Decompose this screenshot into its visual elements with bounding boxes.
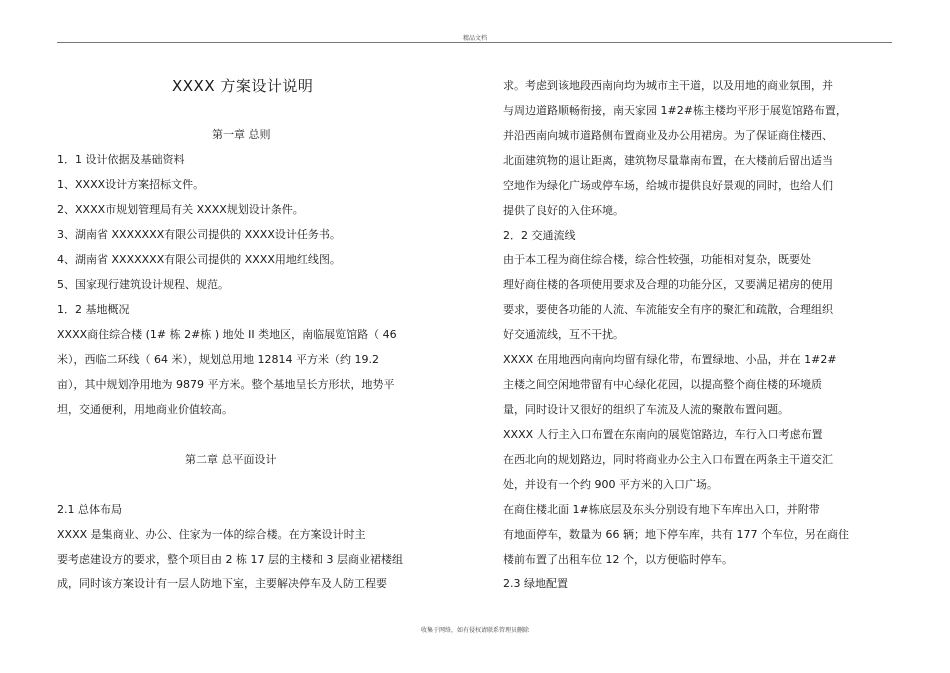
text-line: 北面建筑物的退让距离，建筑物尽量靠南布置，在大楼前后留出适当 — [503, 154, 833, 167]
text-line: 在西北向的规划路边，同时将商业办公主入口布置在两条主干道交汇 — [503, 453, 833, 466]
text-line: 坦，交通便利，用地商业价值较高。 — [57, 403, 233, 416]
text-line: 量，同时设计又很好的组织了车流及人流的聚散布置问题。 — [503, 403, 789, 416]
text-line: 主楼之间空闲地带留有中心绿化花园，以提高整个商住楼的环境质 — [503, 378, 822, 391]
section-1-2-heading: 1．2 基地概况 — [57, 303, 130, 316]
chapter-1-heading: 第一章 总则 — [212, 128, 271, 141]
text-line: 理好商住楼的各项使用要求及合理的功能分区，又要满足裙房的使用 — [503, 278, 833, 291]
page-header: 精品文档 — [462, 35, 487, 42]
text-line: 求。考虑到该地段西南向均为城市主干道，以及用地的商业氛围，并 — [503, 79, 833, 92]
text-line: 提供了良好的入住环境。 — [503, 204, 624, 217]
section-2-2-heading: 2．2 交通流线 — [503, 229, 576, 242]
text-line: 1、XXXX设计方案招标文件。 — [57, 178, 205, 191]
chapter-2-heading: 第二章 总平面设计 — [185, 453, 277, 466]
text-line: 空地作为绿化广场或停车场，给城市提供良好景观的同时，也给人们 — [503, 179, 833, 192]
text-line: 亩），其中规划净用地为 9879 平方米。整个基地呈长方形状，地势平 — [57, 378, 395, 391]
text-line: 与周边道路顺畅衔接，南天家园 1#2#栋主楼均平形于展览馆路布置， — [503, 104, 847, 117]
text-line: 要考虑建设方的要求，整个项目由 2 栋 17 层的主楼和 3 层商业裙楼组 — [57, 553, 403, 566]
text-line: XXXX 是集商业、办公、住家为一体的综合楼。在方案设计时主 — [57, 528, 366, 541]
section-2-3-heading: 2.3 绿地配置 — [503, 577, 568, 590]
text-line: 要求，要使各功能的人流、车流能安全有序的聚汇和疏散，合理组织 — [503, 303, 833, 316]
text-line: 并沿西南向城市道路侧布置商业及办公用裙房。为了保证商住楼西、 — [503, 129, 833, 142]
text-line: 3、湖南省 XXXXXXX有限公司提供的 XXXX设计任务书。 — [57, 228, 341, 241]
section-2-1-heading: 2.1 总体布局 — [57, 503, 122, 516]
text-line: XXXX 人行主入口布置在东南向的展览馆路边，车行入口考虑布置 — [503, 428, 823, 441]
text-line: XXXX 在用地西向南向均留有绿化带，布置绿地、小品，并在 1#2# — [503, 353, 837, 366]
text-line: 成，同时该方案设计有一层人防地下室，主要解决停车及人防工程要 — [57, 577, 387, 590]
section-1-1-heading: 1．1 设计依据及基础资料 — [57, 153, 185, 166]
text-line: 楼前布置了出租车位 12 个，以方便临时停车。 — [503, 553, 733, 566]
text-line: XXXX商住综合楼 (1# 栋 2#栋 ) 地处 II 类地区，南临展览馆路（ 46 — [57, 328, 397, 341]
text-line: 在商住楼北面 1#栋底层及东头分别设有地下车库出入口，并附带 — [503, 503, 820, 516]
document-title: XXXX 方案设计说明 — [172, 77, 314, 95]
text-line: 处，并设有一个约 900 平方米的入口广场。 — [503, 478, 718, 491]
page-footer: 收集于网络，如有侵权请联系管理员删除 — [420, 627, 529, 634]
text-line: 2、XXXX市规划管理局有关 XXXX规划设计条件。 — [57, 203, 304, 216]
text-line: 4、湖南省 XXXXXXX有限公司提供的 XXXX用地红线图。 — [57, 253, 341, 266]
text-line: 好交通流线，互不干扰。 — [503, 328, 624, 341]
text-line: 有地面停车，数量为 66 辆；地下停车库，共有 177 个车位，另在商住 — [503, 528, 849, 541]
text-line: 5、国家现行建筑设计规程、规范。 — [57, 278, 229, 291]
text-line: 由于本工程为商住综合楼，综合性较强，功能相对复杂，既要处 — [503, 253, 811, 266]
header-rule — [57, 42, 892, 43]
text-line: 米），西临二环线（ 64 米），规划总用地 12814 平方米（约 19.2 — [57, 353, 379, 366]
